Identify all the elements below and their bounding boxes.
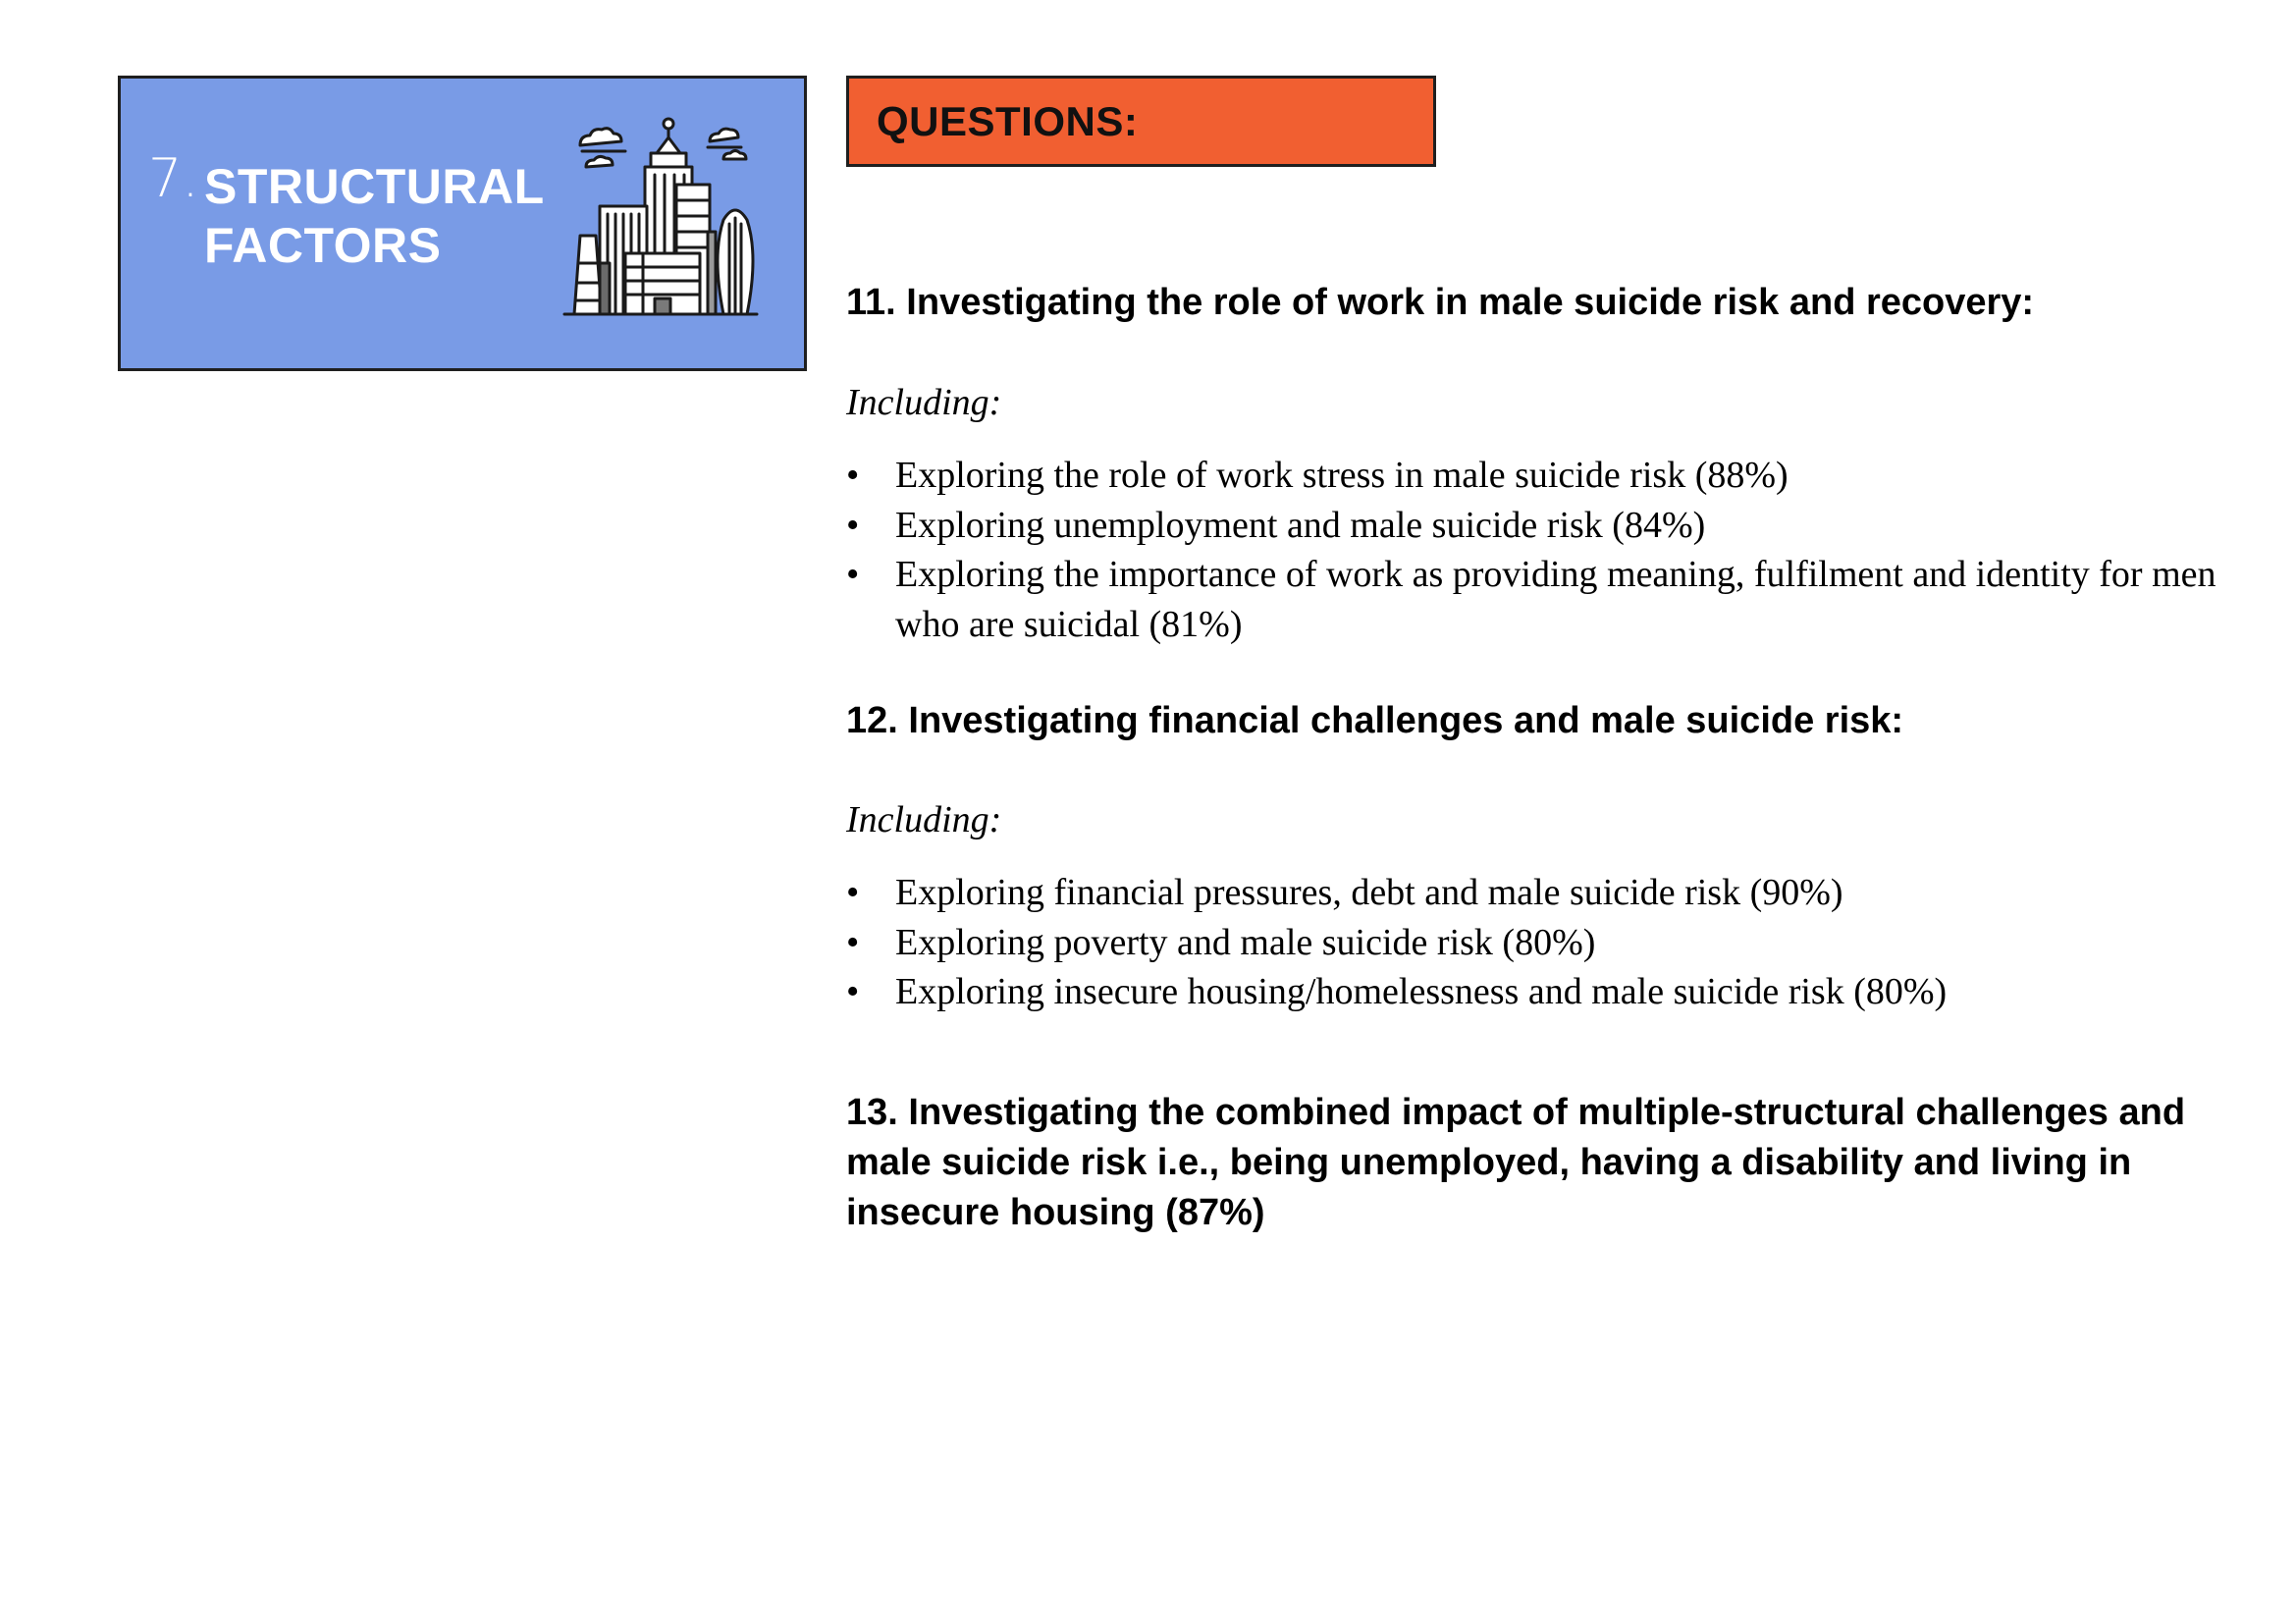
topic-title (204, 157, 545, 275)
list-item: • Exploring the importance of work as providing meaning, fulfilment and identity for men who are suicidal (81%) (846, 550, 2220, 649)
questions-header (846, 76, 1436, 167)
list-item: • Exploring insecure housing/homelessness and male suicide risk (80%) (846, 967, 2220, 1017)
question-12-including-label: Including: (846, 799, 1002, 840)
city-skyline-icon (561, 116, 796, 332)
question-11-bullet-list (846, 451, 2220, 649)
topic-title-line1: STRUCTURAL (204, 159, 545, 214)
list-item: • Exploring the role of work stress in male suicide risk (88%) (846, 451, 2220, 501)
question-13-heading: 13. Investigating the combined impact of multiple-structural challenges and male suicide risk i.e., being unemployed, having a disability and living in insecure housing (87%) (846, 1092, 2186, 1233)
topic-box (118, 76, 807, 371)
list-item: • Exploring financial pressures, debt and male suicide risk (90%) (846, 868, 2220, 918)
questions-label: QUESTIONS: (877, 98, 1139, 144)
list-item: • Exploring unemployment and male suicide risk (84%) (846, 501, 2220, 551)
question-11-heading: 11. Investigating the role of work in male suicide risk and recovery: (846, 282, 2035, 323)
list-item: • Exploring poverty and male suicide risk (80%) (846, 918, 2220, 968)
question-12-bullet-list (846, 868, 2220, 1017)
topic-number: 7. (148, 147, 199, 209)
question-12-heading: 12. Investigating financial challenges and male suicide risk: (846, 700, 1904, 741)
question-11-including-label: Including: (846, 382, 1002, 423)
topic-title-line2: FACTORS (204, 218, 442, 273)
